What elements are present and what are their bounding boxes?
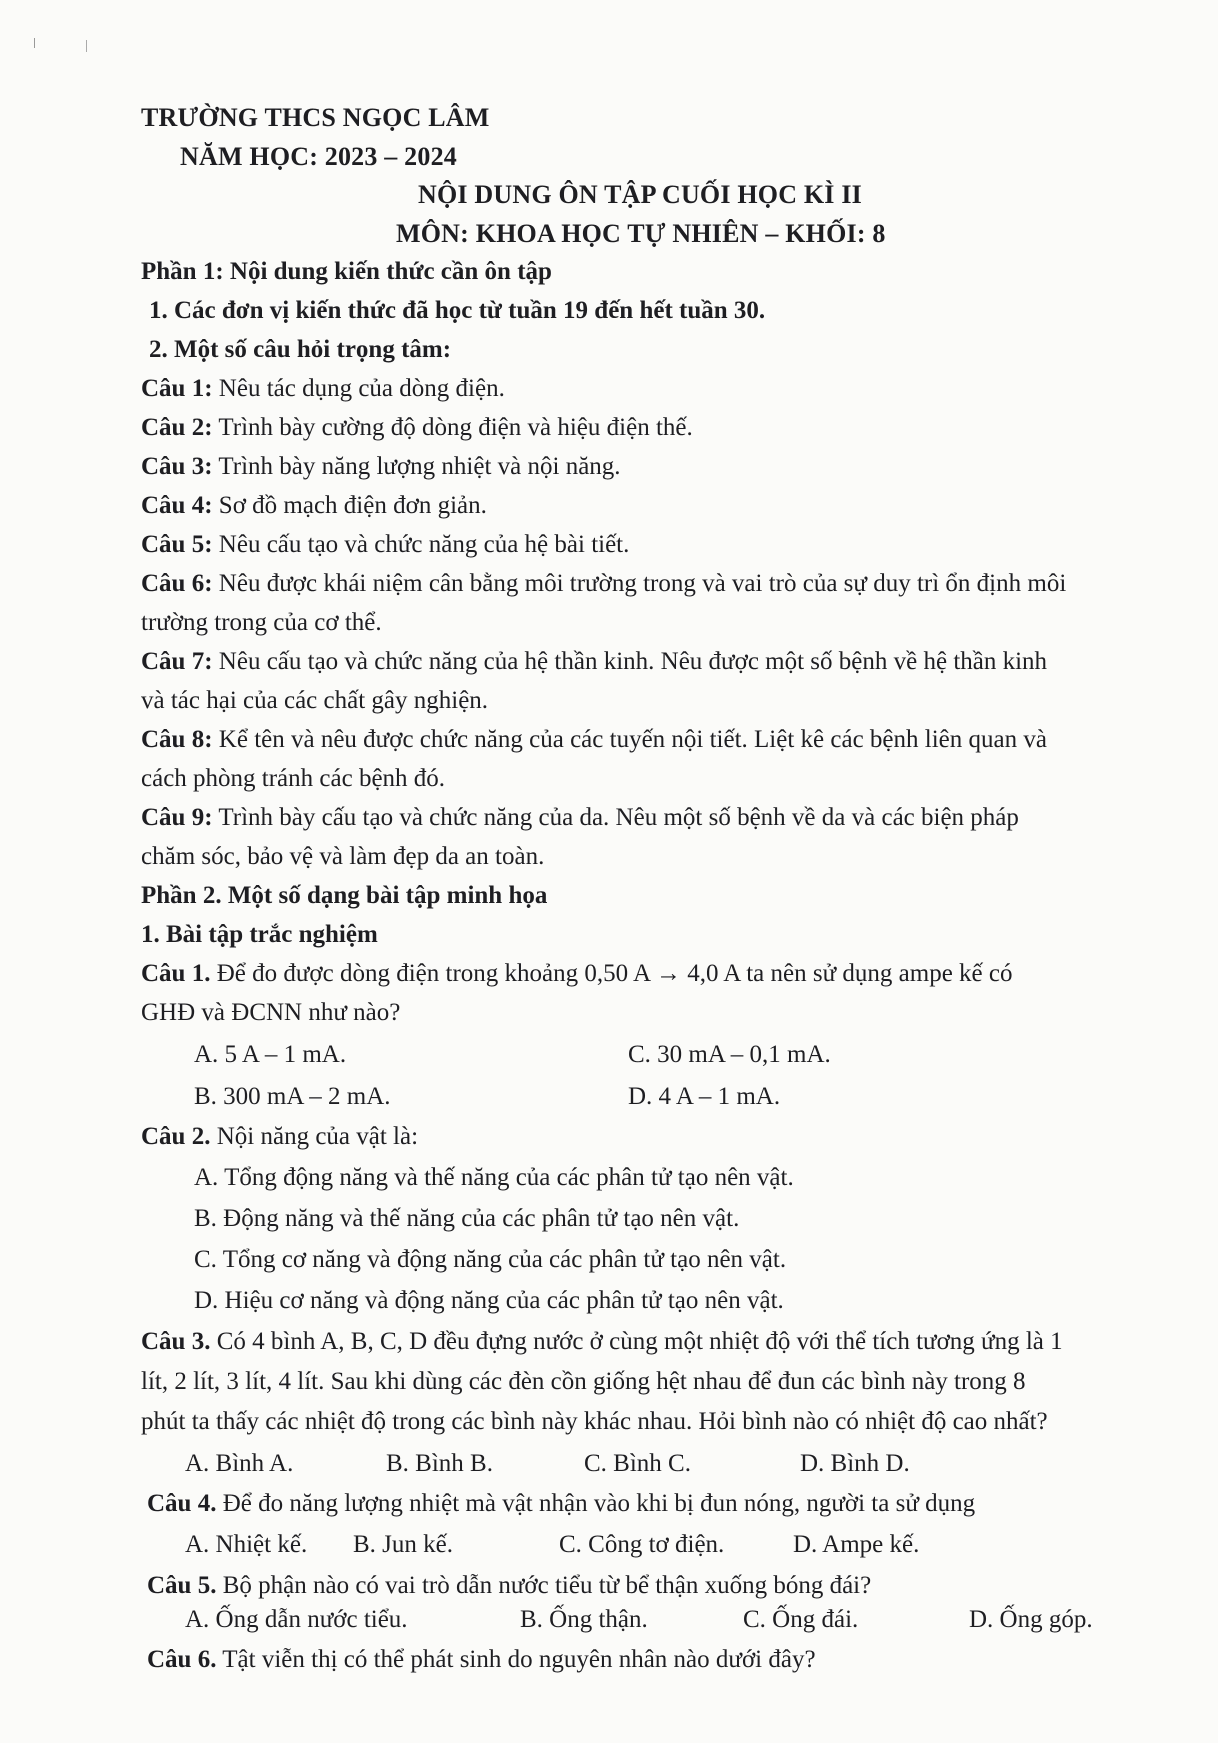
question-label: Câu 4: — [141, 492, 213, 519]
question-label: Câu 2: — [141, 414, 213, 441]
part1-heading: Phần 1: Nội dung kiến thức cần ôn tập — [141, 258, 552, 285]
answer-option: C. Ống đái. — [743, 1606, 859, 1633]
mcq-question — [141, 1327, 1063, 1357]
part1-item1: 1. Các đơn vị kiến thức đã học từ tuần 19 đến hết tuần 30. — [149, 297, 766, 324]
answer-option: C. Công tơ điện. — [559, 1531, 725, 1558]
answer-option: B. Ống thận. — [520, 1606, 648, 1633]
part2-subheading: 1. Bài tập trắc nghiệm — [141, 921, 378, 948]
question-label: Câu 3: — [141, 453, 213, 480]
question-text: Để đo được dòng điện trong khoảng 0,50 A → 4,0 A ta nên sử dụng ampe kế có — [210, 960, 1013, 987]
answer-option: D. 4 A – 1 mA. — [628, 1083, 781, 1110]
question-label: Câu 1: — [141, 375, 213, 402]
question-label: Câu 3. — [141, 1328, 211, 1355]
mcq-question — [141, 1122, 418, 1152]
question-text: Tật viễn thị có thể phát sinh do nguyên nhân nào dưới đây? — [216, 1646, 816, 1673]
scan-mark — [86, 40, 87, 52]
answer-option: C. Bình C. — [584, 1450, 691, 1477]
answer-option: C. Tổng cơ năng và động năng của các phân tử tạo nên vật. — [194, 1246, 787, 1273]
question-continuation: và tác hại của các chất gây nghiện. — [141, 687, 489, 714]
answer-option: D. Bình D. — [800, 1450, 910, 1477]
question-text: Nêu cấu tạo và chức năng của hệ bài tiết. — [212, 531, 630, 558]
answer-option: B. Jun kế. — [353, 1531, 453, 1558]
mcq-question — [147, 1645, 816, 1675]
review-question — [141, 452, 621, 482]
question-label: Câu 8: — [141, 726, 213, 753]
review-question — [141, 374, 505, 404]
scan-mark — [34, 38, 35, 48]
question-label: Câu 6: — [141, 570, 213, 597]
mcq-question — [141, 959, 1012, 989]
question-text: Trình bày cường độ dòng điện và hiệu điện thế. — [212, 414, 693, 441]
review-question — [141, 413, 693, 443]
review-question — [141, 725, 1047, 755]
question-continuation: lít, 2 lít, 3 lít, 4 lít. Sau khi dùng các đèn cồn giống hệt nhau để đun các bình này trong 8 — [141, 1368, 1026, 1395]
question-label: Câu 7: — [141, 648, 213, 675]
question-label: Câu 9: — [141, 804, 213, 831]
question-label: Câu 5: — [141, 531, 213, 558]
review-question — [141, 647, 1047, 677]
question-continuation: chăm sóc, bảo vệ và làm đẹp da an toàn. — [141, 843, 545, 870]
review-question — [141, 569, 1066, 599]
question-text: Kể tên và nêu được chức năng của các tuyến nội tiết. Liệt kê các bệnh liên quan và — [212, 726, 1047, 753]
question-text: Có 4 bình A, B, C, D đều đựng nước ở cùng một nhiệt độ với thể tích tương ứng là 1 — [210, 1328, 1063, 1355]
question-continuation: cách phòng tránh các bệnh đó. — [141, 765, 446, 792]
school-year: NĂM HỌC: 2023 – 2024 — [180, 142, 457, 171]
question-text: Nêu được khái niệm cân bằng môi trường trong và vai trò của sự duy trì ổn định môi — [212, 570, 1067, 597]
question-continuation: GHĐ và ĐCNN như nào? — [141, 999, 401, 1026]
question-text: Nội năng của vật là: — [210, 1123, 419, 1150]
answer-option: C. 30 mA – 0,1 mA. — [628, 1041, 831, 1068]
answer-option: A. Tổng động năng và thế năng của các phân tử tạo nên vật. — [194, 1164, 794, 1191]
school-name: TRƯỜNG THCS NGỌC LÂM — [141, 103, 490, 132]
question-label: Câu 2. — [141, 1123, 211, 1150]
question-continuation: phút ta thấy các nhiệt độ trong các bình này khác nhau. Hỏi bình nào có nhiệt độ cao nhất? — [141, 1408, 1048, 1435]
question-text: Trình bày năng lượng nhiệt và nội năng. — [212, 453, 621, 480]
review-question — [141, 491, 487, 521]
question-continuation: trường trong của cơ thể. — [141, 609, 382, 636]
answer-option: B. Bình B. — [386, 1450, 493, 1477]
answer-option: A. Nhiệt kế. — [185, 1531, 308, 1558]
answer-option: A. 5 A – 1 mA. — [194, 1041, 347, 1068]
answer-option: B. 300 mA – 2 mA. — [194, 1083, 391, 1110]
part1-item2: 2. Một số câu hỏi trọng tâm: — [149, 336, 452, 363]
subject-line: MÔN: KHOA HỌC TỰ NHIÊN – KHỐI: 8 — [396, 219, 886, 248]
answer-option: A. Bình A. — [185, 1450, 294, 1477]
review-question — [141, 803, 1019, 833]
mcq-question — [147, 1571, 871, 1601]
question-text: Nêu cấu tạo và chức năng của hệ thần kinh. Nêu được một số bệnh về hệ thần kinh — [212, 648, 1048, 675]
document-title: NỘI DUNG ÔN TẬP CUỐI HỌC KÌ II — [418, 180, 862, 209]
question-label: Câu 6. — [147, 1646, 217, 1673]
answer-option: A. Ống dẫn nước tiểu. — [185, 1606, 408, 1633]
question-text: Trình bày cấu tạo và chức năng của da. Nêu một số bệnh về da và các biện pháp — [212, 804, 1019, 831]
answer-option: D. Ampe kế. — [793, 1531, 920, 1558]
question-label: Câu 5. — [147, 1572, 217, 1599]
mcq-question — [147, 1489, 975, 1519]
answer-option: D. Hiệu cơ năng và động năng của các phân tử tạo nên vật. — [194, 1287, 784, 1314]
part2-heading: Phần 2. Một số dạng bài tập minh họa — [141, 882, 548, 909]
question-text: Nêu tác dụng của dòng điện. — [212, 375, 505, 402]
question-label: Câu 4. — [147, 1490, 217, 1517]
review-question — [141, 530, 629, 560]
question-text: Để đo năng lượng nhiệt mà vật nhận vào khi bị đun nóng, người ta sử dụng — [216, 1490, 976, 1517]
answer-option: D. Ống góp. — [969, 1606, 1093, 1633]
question-text: Sơ đồ mạch điện đơn giản. — [212, 492, 487, 519]
answer-option: B. Động năng và thế năng của các phân tử tạo nên vật. — [194, 1205, 740, 1232]
question-label: Câu 1. — [141, 960, 211, 987]
question-text: Bộ phận nào có vai trò dẫn nước tiểu từ bể thận xuống bóng đái? — [216, 1572, 872, 1599]
